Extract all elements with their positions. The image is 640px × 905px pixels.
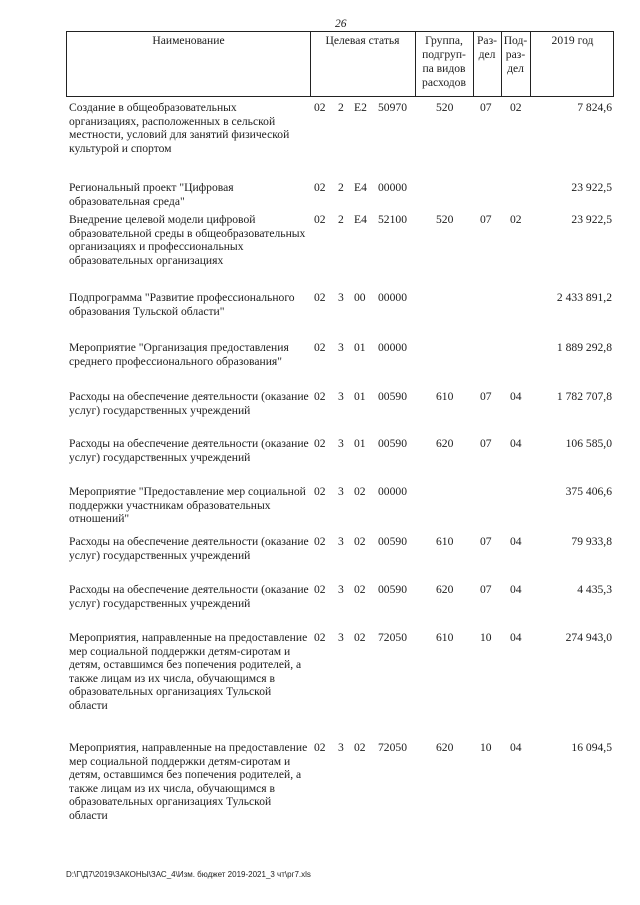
row-section: 07 xyxy=(480,583,492,596)
header-group xyxy=(415,34,473,90)
row-code-3: 02 xyxy=(354,535,366,548)
row-code-2: 3 xyxy=(338,741,344,754)
row-name: Расходы на обеспечение деятельности (оказание услуг) государственных учреждений xyxy=(69,535,309,562)
row-subsection: 04 xyxy=(510,437,522,450)
row-code-1: 02 xyxy=(314,741,326,754)
row-section: 10 xyxy=(480,741,492,754)
row-code-4: 72050 xyxy=(378,741,407,754)
row-section: 07 xyxy=(480,437,492,450)
row-code-1: 02 xyxy=(314,535,326,548)
row-code-4: 00590 xyxy=(378,583,407,596)
row-section: 07 xyxy=(480,101,492,114)
row-name: Создание в общеобразовательных организациях, расположенных в сельской местности, условий для занятий физической культурой и спортом xyxy=(69,101,290,155)
row-group: 520 xyxy=(436,101,454,114)
header-name: Наименование xyxy=(152,34,225,47)
row-amount: 375 406,6 xyxy=(565,485,612,498)
row-code-3: E2 xyxy=(354,101,367,114)
row-code-2: 2 xyxy=(338,181,344,194)
row-code-4: 00590 xyxy=(378,390,407,403)
header-section-line: дел xyxy=(478,48,496,61)
row-code-3: 01 xyxy=(354,437,366,450)
row-amount: 4 435,3 xyxy=(577,583,612,596)
row-code-4: 00000 xyxy=(378,341,407,354)
row-name: Мероприятие "Предоставление мер социальной поддержки участникам образовательных отношений" xyxy=(69,485,306,526)
file-path-footer: D:\Г\Д7\2019\ЗАКОНЫ\ЗАС_4\Изм. бюджет 2019-2021_3 чт\рг7.xls xyxy=(66,870,311,879)
header-section xyxy=(473,34,501,62)
row-name: Подпрограмма "Развитие профессионального образования Тульской области" xyxy=(69,291,295,318)
row-code-1: 02 xyxy=(314,101,326,114)
row-code-2: 3 xyxy=(338,535,344,548)
row-code-3: 02 xyxy=(354,485,366,498)
row-amount: 16 094,5 xyxy=(571,741,612,754)
row-amount: 1 782 707,8 xyxy=(556,390,612,403)
row-code-2: 3 xyxy=(338,485,344,498)
row-section: 07 xyxy=(480,535,492,548)
row-code-4: 00590 xyxy=(378,437,407,450)
row-group: 610 xyxy=(436,631,454,644)
row-code-2: 2 xyxy=(338,101,344,114)
row-code-1: 02 xyxy=(314,213,326,226)
row-code-1: 02 xyxy=(314,485,326,498)
row-amount: 274 943,0 xyxy=(565,631,612,644)
row-name: Расходы на обеспечение деятельности (оказание услуг) государственных учреждений xyxy=(69,390,309,417)
header-target: Целевая статья xyxy=(325,34,400,47)
row-amount: 106 585,0 xyxy=(565,437,612,450)
header-subsection xyxy=(501,34,530,76)
header-subsection-line: дел xyxy=(507,62,524,75)
row-section: 07 xyxy=(480,390,492,403)
header-subsection-line: раз- xyxy=(505,48,526,61)
row-name: Расходы на обеспечение деятельности (оказание услуг) государственных учреждений xyxy=(69,437,309,464)
row-amount: 2 433 891,2 xyxy=(556,291,612,304)
row-code-4: 00000 xyxy=(378,181,407,194)
table-header xyxy=(66,31,614,97)
row-code-2: 3 xyxy=(338,583,344,596)
row-code-4: 50970 xyxy=(378,101,407,114)
row-section: 10 xyxy=(480,631,492,644)
row-code-1: 02 xyxy=(314,390,326,403)
header-group-line: подгруп- xyxy=(422,48,466,61)
row-code-4: 00000 xyxy=(378,291,407,304)
row-amount: 7 824,6 xyxy=(577,101,612,114)
row-code-3: 02 xyxy=(354,631,366,644)
row-name: Мероприятия, направленные на предоставление мер социальной поддержки детям-сиротам и детям, оставшимся без попечения родителей, а также лицам из их числа, обучающимся в образовательных организациях Тульской области xyxy=(69,741,308,822)
row-code-3: E4 xyxy=(354,213,367,226)
row-code-1: 02 xyxy=(314,341,326,354)
row-group: 620 xyxy=(436,741,454,754)
row-group: 610 xyxy=(436,390,454,403)
row-amount: 79 933,8 xyxy=(571,535,612,548)
row-name: Внедрение целевой модели цифровой образовательной среды в общеобразовательных организациях и профессиональных образовательных организациях xyxy=(69,213,306,267)
row-code-1: 02 xyxy=(314,181,326,194)
header-year: 2019 год xyxy=(551,34,594,47)
row-code-2: 3 xyxy=(338,341,344,354)
row-code-1: 02 xyxy=(314,437,326,450)
row-subsection: 04 xyxy=(510,631,522,644)
page-number: 26 xyxy=(335,18,347,30)
row-name: Региональный проект "Цифровая образовательная среда" xyxy=(69,181,234,208)
row-code-2: 3 xyxy=(338,437,344,450)
header-group-line: Группа, xyxy=(425,34,463,47)
row-code-2: 3 xyxy=(338,631,344,644)
row-code-2: 3 xyxy=(338,291,344,304)
header-group-line: па видов xyxy=(422,62,466,75)
row-name: Мероприятия, направленные на предоставление мер социальной поддержки детям-сиротам и детям, оставшимся без попечения родителей, а также лицам из их числа, обучающимся в образовательных организациях Тульской области xyxy=(69,631,308,712)
header-section-line: Раз- xyxy=(476,34,498,47)
row-subsection: 04 xyxy=(510,535,522,548)
row-code-1: 02 xyxy=(314,583,326,596)
row-name: Мероприятие "Организация предоставления среднего профессионального образования" xyxy=(69,341,289,368)
row-code-2: 2 xyxy=(338,213,344,226)
row-code-2: 3 xyxy=(338,390,344,403)
row-code-4: 00590 xyxy=(378,535,407,548)
row-code-1: 02 xyxy=(314,291,326,304)
row-group: 620 xyxy=(436,583,454,596)
row-subsection: 02 xyxy=(510,213,522,226)
header-subsection-line: Под- xyxy=(503,34,528,47)
row-code-3: 02 xyxy=(354,741,366,754)
row-subsection: 02 xyxy=(510,101,522,114)
row-code-4: 00000 xyxy=(378,485,407,498)
row-code-3: 01 xyxy=(354,341,366,354)
row-subsection: 04 xyxy=(510,583,522,596)
row-group: 520 xyxy=(436,213,454,226)
row-code-4: 52100 xyxy=(378,213,407,226)
header-group-line: расходов xyxy=(422,76,466,89)
row-code-3: 00 xyxy=(354,291,366,304)
row-amount: 1 889 292,8 xyxy=(556,341,612,354)
row-subsection: 04 xyxy=(510,741,522,754)
row-amount: 23 922,5 xyxy=(571,213,612,226)
row-amount: 23 922,5 xyxy=(571,181,612,194)
row-code-3: 02 xyxy=(354,583,366,596)
row-code-3: 01 xyxy=(354,390,366,403)
row-name: Расходы на обеспечение деятельности (оказание услуг) государственных учреждений xyxy=(69,583,309,610)
row-group: 610 xyxy=(436,535,454,548)
row-code-4: 72050 xyxy=(378,631,407,644)
row-section: 07 xyxy=(480,213,492,226)
row-group: 620 xyxy=(436,437,454,450)
row-subsection: 04 xyxy=(510,390,522,403)
row-code-1: 02 xyxy=(314,631,326,644)
row-code-3: E4 xyxy=(354,181,367,194)
